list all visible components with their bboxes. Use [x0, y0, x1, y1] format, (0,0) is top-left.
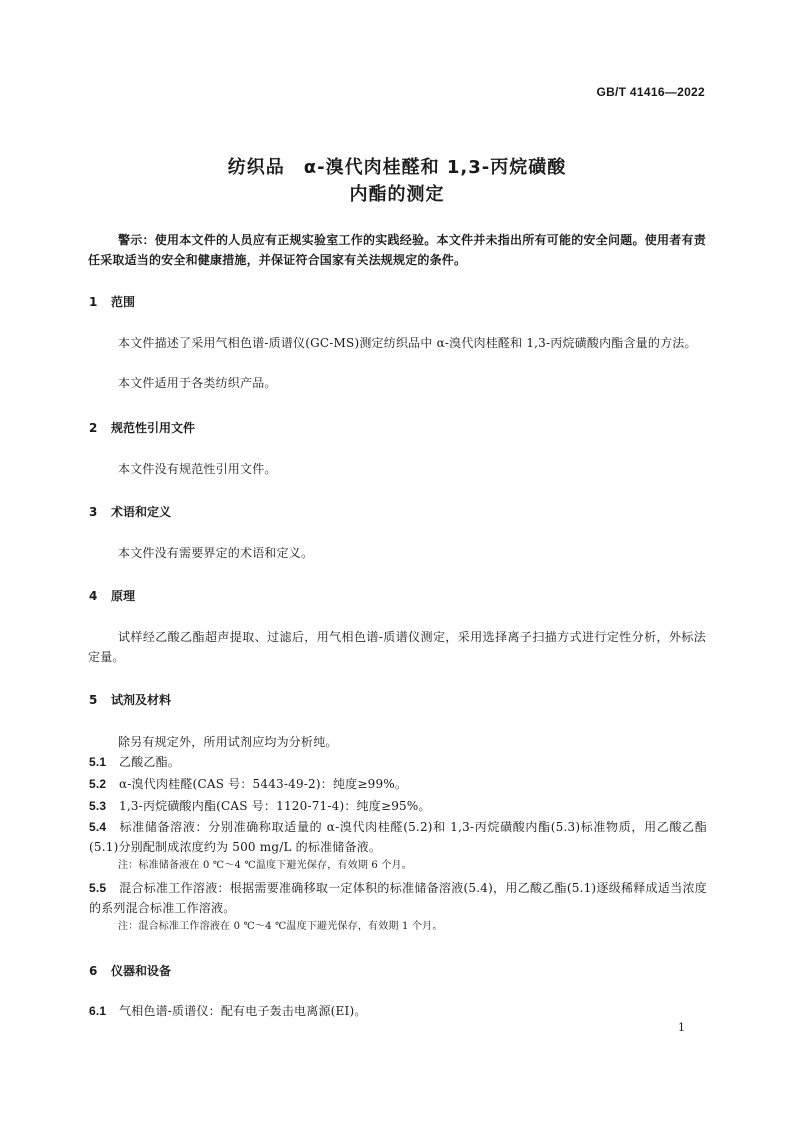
- section-1-paragraph-2: 本文件适用于各类纺织产品。: [118, 376, 277, 390]
- list-item: [89, 878, 707, 918]
- section-6-heading: [89, 962, 171, 979]
- section-4-heading: [89, 587, 135, 604]
- section-number: 1: [89, 295, 98, 309]
- note-2: 注：混合标准工作溶液在 0 ℃～4 ℃温度下避光保存，有效期 1 个月。: [118, 921, 443, 932]
- item-text: 标准储备溶液：分别准确称取适量的 α-溴代肉桂醛(5.2)和 1,3-丙烷磺酸内酯(5.3)标准物质，用乙酸乙酯(5.1)分别配制成浓度约为 500 mg/L 的标准储备液。: [89, 820, 707, 854]
- section-number: 5: [89, 693, 98, 707]
- list-item: [89, 752, 707, 772]
- list-item: [89, 1001, 707, 1021]
- page-number: 1: [678, 1021, 685, 1034]
- item-number: 5.5: [89, 881, 107, 895]
- section-title: 术语和定义: [111, 505, 172, 519]
- section-5-heading: [89, 691, 171, 708]
- item-text: 混合标准工作溶液：根据需要准确移取一定体积的标准储备溶液(5.4)，用乙酸乙酯(5.1)逐级稀释成适当浓度的系列混合标准工作溶液。: [89, 881, 707, 915]
- document-title-line1: 纺织品 α-溴代肉桂醛和 1,3-丙烷磺酸: [227, 157, 567, 178]
- item-text: α-溴代肉桂醛(CAS 号：5443-49-2)：纯度≥99%。: [119, 777, 408, 791]
- section-title: 试剂及材料: [111, 693, 172, 707]
- section-number: 4: [89, 589, 98, 603]
- warning-paragraph: 警示：使用本文件的人员应有正规实验室工作的实践经验。本文件并未指出所有可能的安全问题。使用者有责任采取适当的安全和健康措施，并保证符合国家有关法规规定的条件。: [88, 233, 706, 267]
- section-number: 6: [89, 964, 98, 978]
- item-text: 乙酸乙酯。: [119, 755, 181, 769]
- section-1-paragraph-1: 本文件描述了采用气相色谱-质谱仪(GC-MS)测定纺织品中 α-溴代肉桂醛和 1,3-丙烷磺酸内酯含量的方法。: [118, 336, 697, 350]
- section-4-paragraph: 试样经乙酸乙酯超声提取、过滤后，用气相色谱-质谱仪测定，采用选择离子扫描方式进行定性分析，外标法定量。: [88, 630, 706, 664]
- section-title: 范围: [111, 295, 136, 309]
- item-number: 6.1: [89, 1004, 107, 1018]
- section-title: 原理: [111, 589, 136, 603]
- section-title: 规范性引用文件: [111, 421, 196, 435]
- section-3-heading: [89, 503, 171, 520]
- list-item: [89, 796, 707, 816]
- list-item: [89, 817, 707, 857]
- section-number: 2: [89, 421, 98, 435]
- note-1: 注：标准储备液在 0 ℃～4 ℃温度下避光保存，有效期 6 个月。: [118, 860, 412, 871]
- standard-code: GB/T 41416—2022: [596, 85, 705, 99]
- section-5-intro: 除另有规定外，所用试剂应均为分析纯。: [118, 735, 338, 749]
- item-number: 5.4: [89, 820, 107, 834]
- section-1-heading: [89, 293, 135, 310]
- document-title-line2: 内酯的测定: [349, 184, 445, 205]
- section-2-heading: [89, 419, 195, 436]
- item-number: 5.2: [89, 777, 107, 791]
- section-3-paragraph: 本文件没有需要界定的术语和定义。: [118, 546, 314, 560]
- item-text: 气相色谱-质谱仪：配有电子轰击电离源(EI)。: [119, 1004, 367, 1018]
- item-number: 5.3: [89, 799, 107, 813]
- list-item: [89, 774, 707, 794]
- section-2-paragraph: 本文件没有规范性引用文件。: [118, 462, 277, 476]
- section-title: 仪器和设备: [111, 964, 172, 978]
- section-number: 3: [89, 505, 98, 519]
- item-number: 5.1: [89, 755, 107, 769]
- item-text: 1,3-丙烷磺酸内酯(CAS 号：1120-71-4)：纯度≥95%。: [119, 799, 431, 813]
